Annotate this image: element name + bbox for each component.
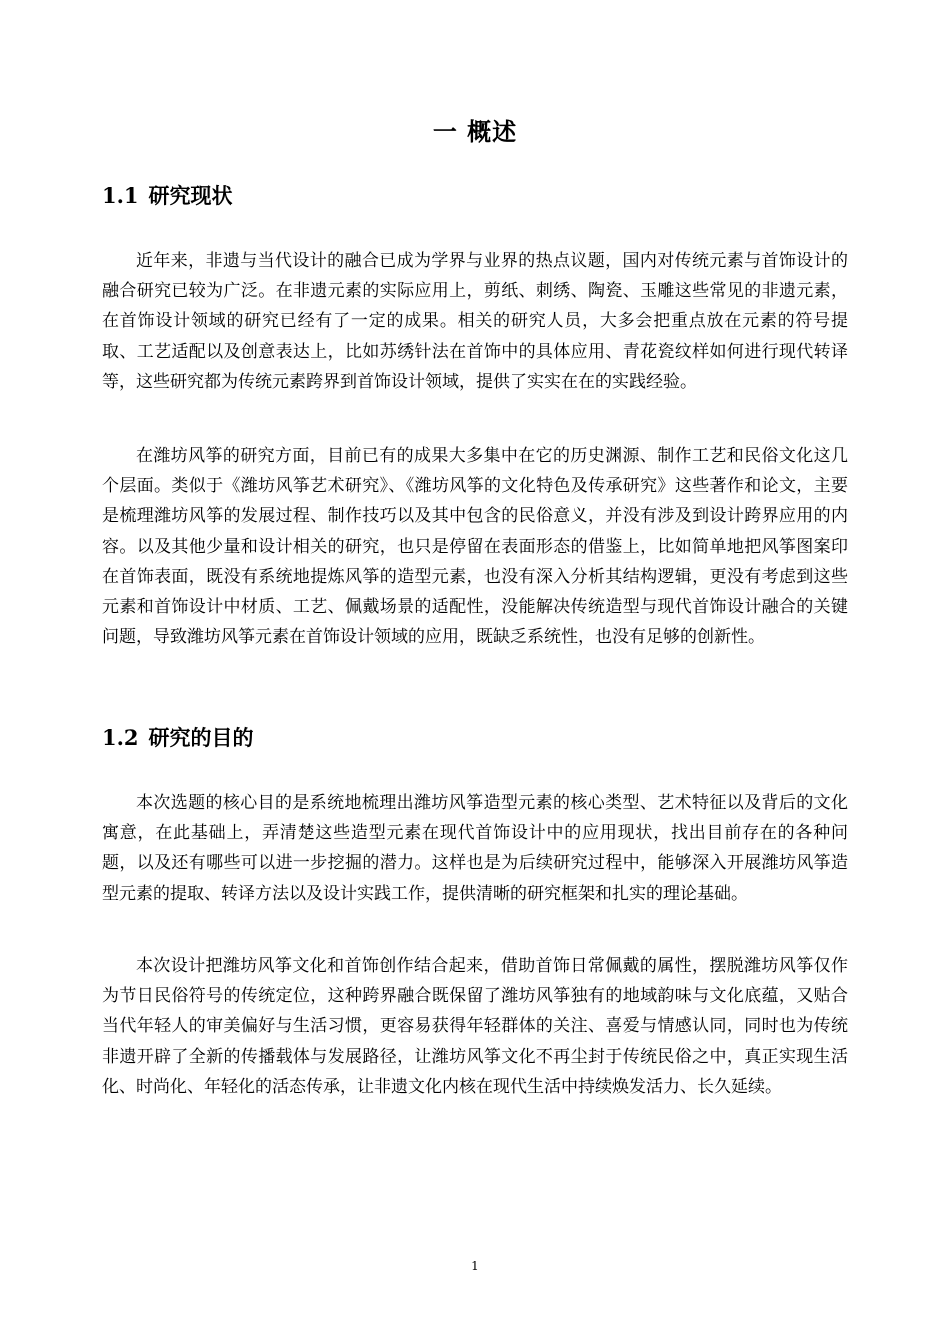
paragraph-1-1-a: 近年来，非遗与当代设计的融合已成为学界与业界的热点议题，国内对传统元素与首饰设计的融合研究已较为广泛。在非遗元素的实际应用上，剪纸、刺绣、陶瓷、玉雕这些常见的非遗元素，在首饰设计领域的研究已经有了一定的成果。相关的研究人员，大多会把重点放在元素的符号提取、工艺适配以及创意表达上，比如苏绣针法在首饰中的具体应用、青花瓷纹样如何进行现代转译等，这些研究都为传统元素跨界到首饰设计领域，提供了实实在在的实践经验。	[102, 251, 848, 392]
paragraph-1-2-a: 本次选题的核心目的是系统地梳理出潍坊风筝造型元素的核心类型、艺术特征以及背后的文化寓意，在此基础上，弄清楚这些造型元素在现代首饰设计中的应用现状，找出目前存在的各种问题，以及还有哪些可以进一步挖掘的潜力。这样也是为后续研究过程中，能够深入开展潍坊风筝造型元素的提取、转译方法以及设计实践工作，提供清晰的研究框架和扎实的理论基础。	[102, 793, 848, 904]
section-number: 1.2	[102, 725, 139, 750]
section-number: 1.1	[102, 183, 139, 208]
paragraph-1-2-b: 本次设计把潍坊风筝文化和首饰创作结合起来，借助首饰日常佩戴的属性，摆脱潍坊风筝仅作为节日民俗符号的传统定位，这种跨界融合既保留了潍坊风筝独有的地域韵味与文化底蕴，又贴合当代年轻人的审美偏好与生活习惯，更容易获得年轻群体的关注、喜爱与情感认同，同时也为传统非遗开辟了全新的传播载体与发展路径，让潍坊风筝文化不再尘封于传统民俗之中，真正实现生活化、时尚化、年轻化的活态传承，让非遗文化内核在现代生活中持续焕发活力、长久延续。	[102, 956, 848, 1097]
paragraph-1-1-b: 在潍坊风筝的研究方面，目前已有的成果大多集中在它的历史渊源、制作工艺和民俗文化这几个层面。类似于《潍坊风筝艺术研究》、《潍坊风筝的文化特色及传承研究》这些著作和论文，主要是梳理潍坊风筝的发展过程、制作技巧以及其中包含的民俗意义，并没有涉及到设计跨界应用的内容。以及其他少量和设计相关的研究，也只是停留在表面形态的借鉴上，比如简单地把风筝图案印在首饰表面，既没有系统地提炼风筝的造型元素，也没有深入分析其结构逻辑，更没有考虑到这些元素和首饰设计中材质、工艺、佩戴场景的适配性，没能解决传统造型与现代首饰设计融合的关键问题，导致潍坊风筝元素在首饰设计领域的应用，既缺乏系统性，也没有足够的创新性。	[102, 446, 848, 648]
section-title: 研究的目的	[148, 725, 254, 750]
chapter-title: 一 概述	[432, 117, 518, 146]
page-number: 1	[471, 1259, 479, 1273]
section-heading-1-1	[102, 182, 233, 210]
section-title: 研究现状	[148, 183, 233, 208]
section-heading-1-2	[102, 724, 254, 752]
